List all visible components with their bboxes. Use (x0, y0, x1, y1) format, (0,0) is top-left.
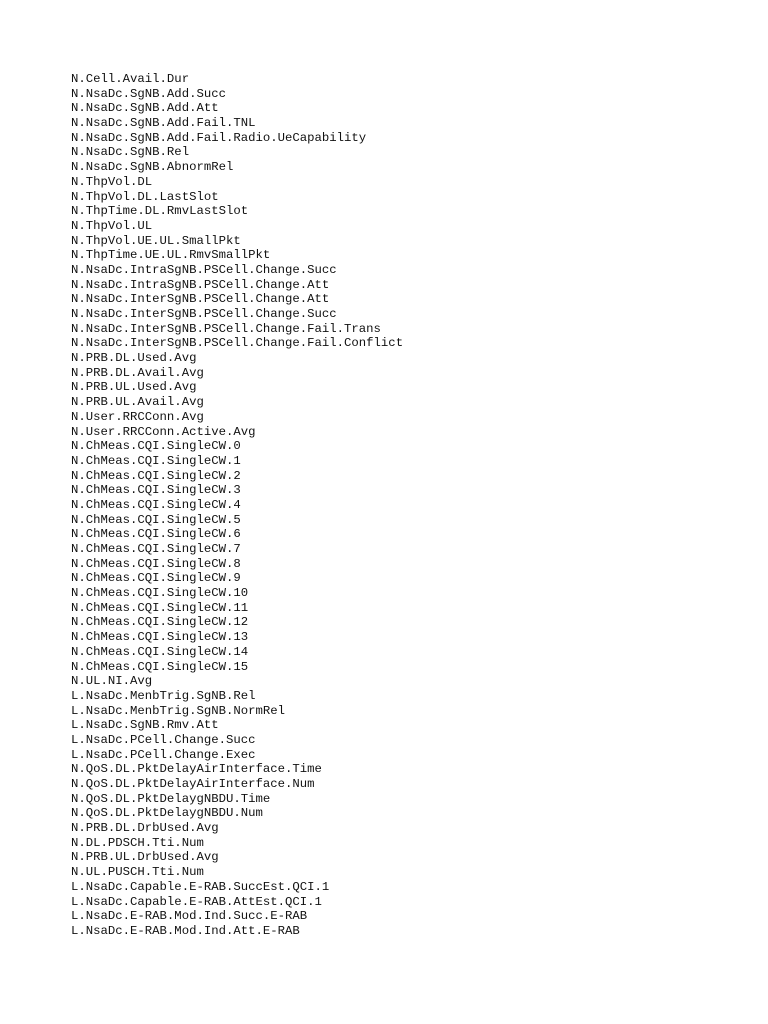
counter-line: N.ChMeas.CQI.SingleCW.7 (71, 542, 241, 556)
counter-line: N.ThpTime.DL.RmvLastSlot (71, 204, 249, 219)
counter-line: N.NsaDc.SgNB.Add.Fail.Radio.UeCapability (71, 130, 367, 145)
counter-line: N.PRB.DL.Avail.Avg (71, 365, 204, 380)
counter-line: L.NsaDc.MenbTrig.SgNB.NormRel (71, 703, 286, 718)
counter-line: N.DL.PDSCH.Tti.Num (71, 835, 204, 850)
counter-line: N.NsaDc.SgNB.AbnormRel (71, 160, 234, 175)
counter-line: L.NsaDc.PCell.Change.Exec (71, 747, 256, 762)
counter-line: L.NsaDc.SgNB.Rmv.Att (71, 718, 219, 733)
counter-line: N.Cell.Avail.Dur (71, 72, 190, 86)
counter-line: N.QoS.DL.PktDelaygNBDU.Time (71, 791, 271, 806)
counter-line: N.ChMeas.CQI.SingleCW.11 (71, 600, 249, 615)
counter-line: N.NsaDc.InterSgNB.PSCell.Change.Succ (71, 307, 337, 321)
counter-line: N.User.RRCConn.Avg (71, 409, 204, 424)
counter-line: N.PRB.DL.DrbUsed.Avg (71, 821, 219, 836)
counter-line: N.ChMeas.CQI.SingleCW.8 (71, 556, 241, 571)
counter-line: N.ChMeas.CQI.SingleCW.14 (71, 644, 249, 659)
counter-line: N.PRB.DL.Used.Avg (71, 351, 197, 366)
counter-line: N.ThpVol.DL.LastSlot (71, 189, 219, 204)
counter-line: N.ChMeas.CQI.SingleCW.5 (71, 512, 241, 527)
counter-line: N.NsaDc.IntraSgNB.PSCell.Change.Succ (71, 262, 337, 277)
counter-line: N.ChMeas.CQI.SingleCW.12 (71, 615, 249, 630)
counter-line: N.ThpTime.UE.UL.RmvSmallPkt (71, 248, 271, 263)
counter-line: N.ThpVol.UE.UL.SmallPkt (71, 233, 241, 248)
counter-line: N.PRB.UL.DrbUsed.Avg (71, 850, 219, 865)
counter-line: L.NsaDc.E-RAB.Mod.Ind.Succ.E-RAB (71, 909, 308, 924)
counter-line: N.ChMeas.CQI.SingleCW.0 (71, 439, 241, 454)
counter-line: N.NsaDc.SgNB.Add.Att (71, 101, 219, 116)
counter-line: N.ChMeas.CQI.SingleCW.2 (71, 468, 241, 483)
counter-line: N.QoS.DL.PktDelaygNBDU.Num (71, 806, 263, 821)
counter-line: N.NsaDc.SgNB.Rel (71, 145, 190, 160)
counter-line: N.UL.NI.Avg (71, 674, 153, 689)
counter-line: N.ThpVol.UL (71, 218, 153, 233)
counter-line: N.PRB.UL.Avail.Avg (71, 395, 204, 410)
counter-line: N.ChMeas.CQI.SingleCW.4 (71, 497, 241, 512)
counter-line: L.NsaDc.MenbTrig.SgNB.Rel (71, 688, 256, 703)
counter-line: L.NsaDc.Capable.E-RAB.AttEst.QCI.1 (71, 894, 322, 909)
counter-line: N.NsaDc.InterSgNB.PSCell.Change.Fail.Conflict (71, 336, 404, 351)
counter-line: N.ChMeas.CQI.SingleCW.13 (71, 630, 249, 645)
counter-line: N.ThpVol.DL (71, 174, 153, 189)
counter-line: N.NsaDc.InterSgNB.PSCell.Change.Fail.Trans (71, 321, 381, 336)
counter-line: N.PRB.UL.Used.Avg (71, 380, 197, 395)
counter-line: N.QoS.DL.PktDelayAirInterface.Num (71, 777, 315, 791)
counter-line: L.NsaDc.PCell.Change.Succ (71, 732, 256, 747)
counter-line: N.NsaDc.IntraSgNB.PSCell.Change.Att (71, 277, 330, 292)
counter-line: N.NsaDc.SgNB.Add.Fail.TNL (71, 116, 256, 131)
counter-list (71, 72, 403, 939)
counter-line: L.NsaDc.Capable.E-RAB.SuccEst.QCI.1 (71, 879, 330, 894)
counter-line: L.NsaDc.E-RAB.Mod.Ind.Att.E-RAB (71, 923, 300, 938)
counter-line: N.NsaDc.InterSgNB.PSCell.Change.Att (71, 292, 330, 307)
counter-line: N.QoS.DL.PktDelayAirInterface.Time (71, 762, 322, 777)
counter-line: N.ChMeas.CQI.SingleCW.3 (71, 483, 241, 498)
counter-line: N.ChMeas.CQI.SingleCW.15 (71, 659, 249, 674)
counter-line: N.ChMeas.CQI.SingleCW.10 (71, 586, 249, 601)
counter-line: N.UL.PUSCH.Tti.Num (71, 865, 204, 880)
counter-line: N.User.RRCConn.Active.Avg (71, 424, 256, 439)
counter-line: N.ChMeas.CQI.SingleCW.9 (71, 571, 241, 586)
counter-line: N.ChMeas.CQI.SingleCW.1 (71, 453, 241, 468)
counter-line: N.NsaDc.SgNB.Add.Succ (71, 86, 226, 101)
counter-line: N.ChMeas.CQI.SingleCW.6 (71, 527, 241, 542)
